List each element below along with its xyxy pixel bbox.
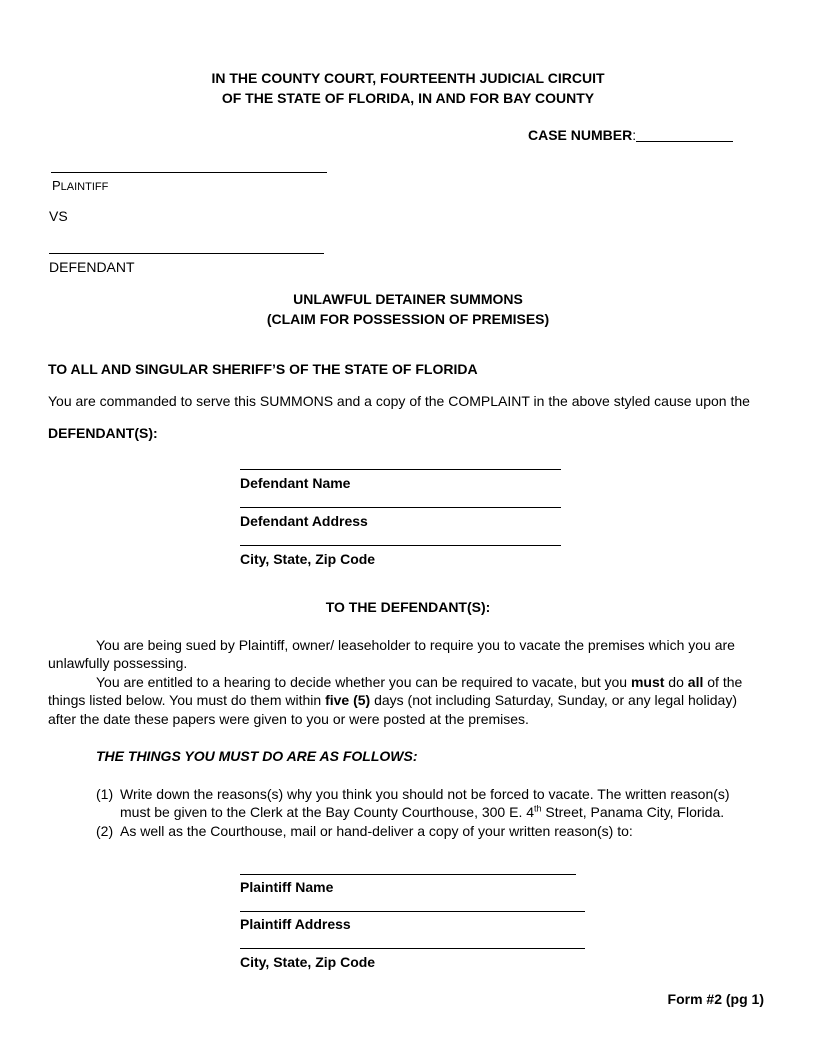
plaintiff-address-label: Plaintiff Address [240, 916, 351, 932]
defendant-blank[interactable] [49, 253, 324, 254]
summons-title-line2: (CLAIM FOR POSSESSION OF PREMISES) [266, 311, 550, 327]
case-number-blank[interactable] [636, 141, 733, 142]
list-item-2-line1: As well as the Courthouse, mail or hand-deliver a copy of your written reason(s) to: [120, 823, 633, 839]
defendant-name-blank[interactable] [240, 469, 561, 470]
para2-line3: after the date these papers were given to you or were posted at the premises. [48, 711, 529, 727]
plaintiff-blank[interactable] [51, 172, 327, 173]
plaintiff-name-blank[interactable] [240, 874, 576, 875]
summons-title-line1: UNLAWFUL DETAINER SUMMONS [293, 291, 523, 307]
things-heading: THE THINGS YOU MUST DO ARE AS FOLLOWS: [96, 748, 418, 764]
defendant-city-blank[interactable] [240, 545, 561, 546]
defendant-address-blank[interactable] [240, 507, 561, 508]
list-item-2-number: (2) [96, 823, 114, 839]
para1-line2: unlawfully possessing. [48, 655, 188, 671]
plaintiff-label: PLAINTIFF [52, 178, 109, 193]
plaintiff-city-blank[interactable] [240, 948, 585, 949]
plaintiff-name-label: Plaintiff Name [240, 879, 334, 895]
para2-line2: things listed below. You must do them within five (5) days (not including Saturday, Sunday, or any legal holiday) [48, 692, 737, 708]
defendant-address-label: Defendant Address [240, 513, 368, 529]
plaintiff-city-label: City, State, Zip Code [240, 954, 376, 970]
para2-line1: You are entitled to a hearing to decide whether you can be required to vacate, but you must do all of the [96, 674, 743, 690]
to-defendants-heading: TO THE DEFENDANT(S): [325, 599, 491, 615]
case-number-label: CASE NUMBER: [528, 127, 637, 143]
command-text: You are commanded to serve this SUMMONS and a copy of the COMPLAINT in the above styled cause upon the [48, 393, 750, 409]
court-heading-line1: IN THE COUNTY COURT, FOURTEENTH JUDICIAL CIRCUIT [211, 70, 605, 86]
defendants-label: DEFENDANT(S): [48, 425, 158, 441]
para1-line1: You are being sued by Plaintiff, owner/ leaseholder to require you to vacate the premises which you are [96, 637, 735, 653]
defendant-label: DEFENDANT [49, 259, 135, 275]
court-heading-line2: OF THE STATE OF FLORIDA, IN AND FOR BAY COUNTY [221, 90, 595, 106]
plaintiff-address-blank[interactable] [240, 911, 585, 912]
defendant-name-label: Defendant Name [240, 475, 351, 491]
sheriff-address-line: TO ALL AND SINGULAR SHERIFF’S OF THE STATE OF FLORIDA [48, 361, 478, 377]
list-item-1-line2: must be given to the Clerk at the Bay County Courthouse, 300 E. 4th Street, Panama City, Florida. [120, 803, 725, 820]
defendant-city-label: City, State, Zip Code [240, 551, 376, 567]
list-item-1-number: (1) [96, 786, 114, 802]
list-item-1-line1: Write down the reasons(s) why you think you should not be forced to vacate. The written reason(s) [120, 786, 730, 802]
vs-label: VS [49, 208, 68, 224]
form-page-footer: Form #2 (pg 1) [667, 991, 764, 1007]
